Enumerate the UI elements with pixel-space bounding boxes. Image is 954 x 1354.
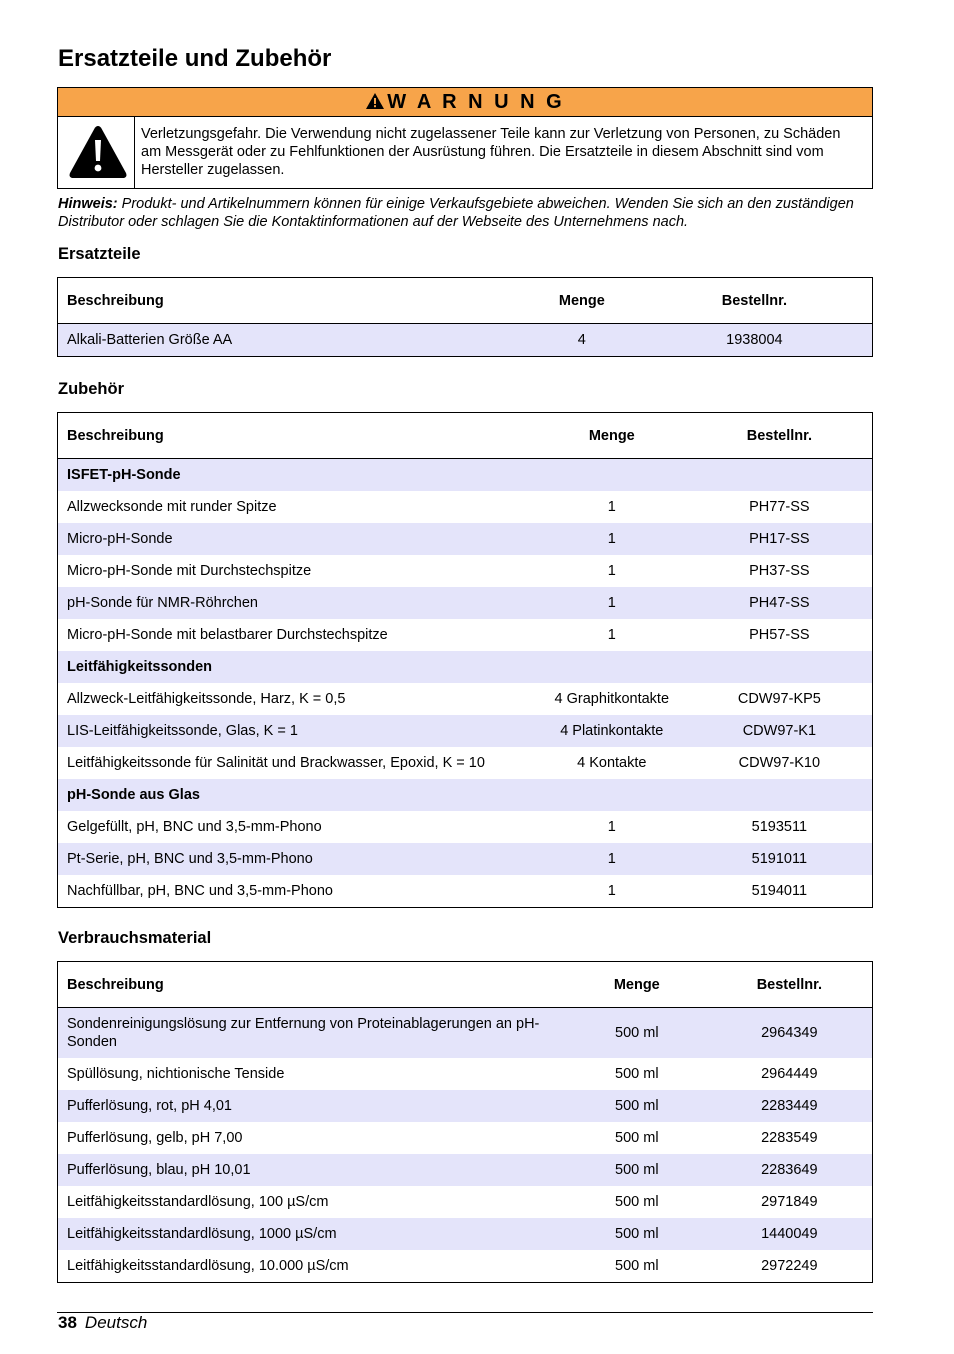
cell-quantity: 500 ml <box>615 1130 659 1146</box>
table-row <box>58 619 873 651</box>
warning-triangle-icon <box>67 123 129 181</box>
note <box>58 195 858 231</box>
cell-description: Allzwecksonde mit runder Spitze <box>67 499 277 515</box>
cell-description: Micro-pH-Sonde mit belastbarer Durchstechspitze <box>67 627 388 643</box>
cell-description: Micro-pH-Sonde <box>58 523 537 555</box>
page-number: 38 <box>58 1313 77 1332</box>
cell-quantity: 4 Kontakte <box>577 755 647 771</box>
cell-description: Pufferlösung, gelb, pH 7,00 <box>67 1130 243 1146</box>
column-header-quantity: Menge <box>537 413 687 459</box>
table-row <box>58 1090 873 1122</box>
page-footer <box>58 1312 147 1334</box>
cell-description: Allzweck-Leitfähigkeitssonde, Harz, K = 0,5 <box>67 691 346 707</box>
cell-quantity: 500 ml <box>567 1218 707 1250</box>
cell-quantity: 1 <box>607 883 616 899</box>
cell-order-no: CDW97-KP5 <box>737 691 821 707</box>
cell-quantity: 1 <box>607 819 616 835</box>
category-row <box>58 459 873 492</box>
cell-quantity: 1 <box>537 523 687 555</box>
table-row <box>58 811 873 843</box>
table-row <box>58 683 873 715</box>
cell-description: Micro-pH-Sonde mit Durchstechspitze <box>67 563 312 579</box>
cell-quantity: 1 <box>607 627 616 643</box>
page-title: Ersatzteile und Zubehör <box>58 45 332 72</box>
cell-order-no: 5191011 <box>687 843 873 875</box>
table-row <box>58 1154 873 1186</box>
category-row <box>58 779 873 811</box>
category-row <box>58 651 873 683</box>
cell-description: Pufferlösung, rot, pH 4,01 <box>58 1090 567 1122</box>
cell-order-no: 2964449 <box>761 1066 818 1082</box>
table-row <box>58 1058 873 1090</box>
cell-description: Spüllösung, nichtionische Tenside <box>67 1066 285 1082</box>
cell-order-no: 2283649 <box>707 1154 873 1186</box>
table-row <box>58 1122 873 1154</box>
table-row <box>58 1008 873 1059</box>
category-label: ISFET-pH-Sonde <box>58 459 873 492</box>
cell-description: Leitfähigkeitsstandardlösung, 1000 µS/cm <box>58 1218 567 1250</box>
warning-label: W A R N U N G <box>387 91 565 113</box>
cell-description: Nachfüllbar, pH, BNC und 3,5-mm-Phono <box>67 883 333 899</box>
section-heading-verbrauchsmaterial: Verbrauchsmaterial <box>58 929 212 947</box>
cell-quantity: 4 Graphitkontakte <box>554 691 670 707</box>
table-row <box>58 1186 873 1218</box>
cell-quantity: 1 <box>537 587 687 619</box>
section-heading-zubehoer: Zubehör <box>58 380 124 398</box>
warning-triangle-small-icon <box>365 92 385 110</box>
table-row <box>58 491 873 523</box>
footer-language: Deutsch <box>84 1313 148 1332</box>
cell-description: Pufferlösung, blau, pH 10,01 <box>58 1154 567 1186</box>
category-label: Leitfähigkeitssonden <box>58 651 873 683</box>
cell-description: LIS-Leitfähigkeitssonde, Glas, K = 1 <box>58 715 537 747</box>
column-header-order-no: Bestellnr. <box>637 278 873 324</box>
cell-quantity: 500 ml <box>567 1008 707 1059</box>
warning-icon-cell <box>58 117 135 188</box>
cell-order-no: PH47-SS <box>687 587 873 619</box>
cell-description: Gelgefüllt, pH, BNC und 3,5-mm-Phono <box>67 819 322 835</box>
table-row <box>58 875 873 908</box>
table-row <box>58 715 873 747</box>
column-header-order-no: Bestellnr. <box>687 413 873 459</box>
section-heading-ersatzteile: Ersatzteile <box>58 245 141 263</box>
cell-order-no: 2972249 <box>761 1258 818 1274</box>
warning-header <box>58 88 872 117</box>
cell-order-no: PH17-SS <box>687 523 873 555</box>
column-header-description: Beschreibung <box>58 962 567 1008</box>
table-row <box>58 324 873 357</box>
cell-order-no: 1440049 <box>707 1218 873 1250</box>
table-row <box>58 1250 873 1283</box>
cell-order-no: PH57-SS <box>749 627 810 643</box>
cell-order-no: PH37-SS <box>749 563 810 579</box>
cell-order-no: 2964349 <box>707 1008 873 1059</box>
column-header-description: Beschreibung <box>58 413 537 459</box>
cell-quantity: 500 ml <box>615 1066 659 1082</box>
table-row <box>58 555 873 587</box>
cell-order-no: 5194011 <box>751 883 808 899</box>
zubehoer-table <box>57 412 873 908</box>
cell-description: Leitfähigkeitsstandardlösung, 10.000 µS/cm <box>67 1258 349 1274</box>
cell-description: Pt-Serie, pH, BNC und 3,5-mm-Phono <box>58 843 537 875</box>
table-row <box>58 843 873 875</box>
cell-order-no: 2283449 <box>707 1090 873 1122</box>
table-row <box>58 747 873 779</box>
cell-description: Alkali-Batterien Größe AA <box>58 324 527 357</box>
cell-quantity: 500 ml <box>567 1154 707 1186</box>
column-header-quantity: Menge <box>527 278 637 324</box>
category-label: pH-Sonde aus Glas <box>58 779 873 811</box>
cell-order-no: CDW97-K1 <box>687 715 873 747</box>
ersatzteile-table <box>57 277 873 357</box>
cell-description: Leitfähigkeitsstandardlösung, 100 µS/cm <box>67 1194 329 1210</box>
column-header-quantity: Menge <box>567 962 707 1008</box>
table-row <box>58 1218 873 1250</box>
cell-quantity: 4 Platinkontakte <box>537 715 687 747</box>
cell-quantity: 500 ml <box>615 1258 659 1274</box>
cell-description: Sondenreinigungslösung zur Entfernung von Proteinablagerungen an pH-Sonden <box>58 1008 567 1059</box>
cell-quantity: 1 <box>537 843 687 875</box>
cell-quantity: 500 ml <box>615 1194 659 1210</box>
cell-order-no: 2971849 <box>761 1194 818 1210</box>
verbrauchsmaterial-table <box>57 961 873 1283</box>
footer-divider <box>57 1312 873 1313</box>
cell-quantity: 1 <box>607 563 616 579</box>
cell-description: Leitfähigkeitssonde für Salinität und Brackwasser, Epoxid, K = 10 <box>67 755 485 771</box>
table-row <box>58 523 873 555</box>
note-text: Produkt- und Artikelnummern können für einige Verkaufsgebiete abweichen. Wenden Sie sich an den zuständigen Distributor oder schlagen Sie die Kontaktinformationen auf der Webseite des Unternehmens nach. <box>58 196 854 230</box>
cell-quantity: 4 <box>527 324 637 357</box>
column-header-order-no: Bestellnr. <box>707 962 873 1008</box>
cell-description: pH-Sonde für NMR-Röhrchen <box>58 587 537 619</box>
cell-quantity: 1 <box>607 499 616 515</box>
column-header-description: Beschreibung <box>58 278 527 324</box>
cell-order-no: PH77-SS <box>749 499 810 515</box>
warning-box <box>57 87 873 189</box>
cell-order-no: 2283549 <box>761 1130 818 1146</box>
cell-order-no: CDW97-K10 <box>738 755 821 771</box>
cell-quantity: 500 ml <box>567 1090 707 1122</box>
cell-order-no: 1938004 <box>637 324 873 357</box>
table-row <box>58 587 873 619</box>
warning-text: Verletzungsgefahr. Die Verwendung nicht zugelassener Teile kann zur Verletzung von Personen, zu Schäden am Messgerät oder zu Fehlfunktionen der Ausrüstung führen. Die Ersatzteile in diesem Abschnitt sind vom Hersteller zugelassen. <box>141 126 841 178</box>
cell-order-no: 5193511 <box>751 819 808 835</box>
note-label: Hinweis: <box>58 196 118 212</box>
